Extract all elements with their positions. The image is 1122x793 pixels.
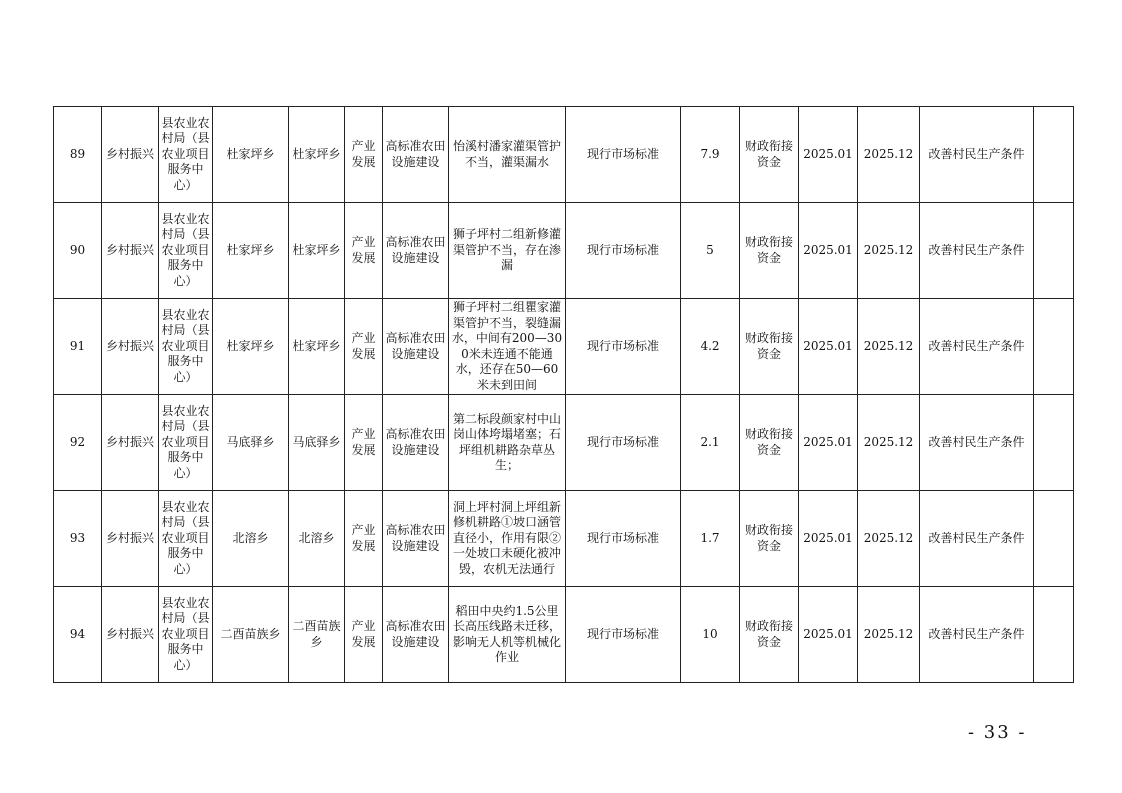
row-number: 92	[54, 395, 102, 491]
department-cell: 县农业农村局（县农业项目服务中心）	[159, 395, 213, 491]
type-cell: 产业发展	[345, 491, 383, 587]
table-row	[54, 491, 1074, 587]
type-cell: 产业发展	[345, 107, 383, 203]
row-number: 89	[54, 107, 102, 203]
site-cell: 杜家坪乡	[289, 203, 345, 299]
start-date-cell: 2025.01	[799, 395, 858, 491]
category-cell: 乡村振兴	[102, 299, 159, 395]
goal-cell: 改善村民生产条件	[920, 395, 1034, 491]
amount-cell: 1.7	[681, 491, 740, 587]
project-cell: 高标准农田设施建设	[383, 299, 449, 395]
note-cell	[1034, 107, 1074, 203]
type-cell: 产业发展	[345, 587, 383, 683]
project-cell: 高标准农田设施建设	[383, 203, 449, 299]
start-date-cell: 2025.01	[799, 107, 858, 203]
standard-cell: 现行市场标准	[566, 299, 681, 395]
fund-source-cell: 财政衔接资金	[740, 491, 799, 587]
page-number: - 33 -	[968, 722, 1027, 743]
content-cell: 洞上坪村洞上坪组新修机耕路①坡口涵管直径小，作用有限②一处坡口未硬化被冲毁，农机无法通行	[449, 491, 566, 587]
table-row	[54, 107, 1074, 203]
project-cell: 高标准农田设施建设	[383, 107, 449, 203]
township-cell: 杜家坪乡	[213, 203, 289, 299]
amount-cell: 4.2	[681, 299, 740, 395]
amount-cell: 7.9	[681, 107, 740, 203]
standard-cell: 现行市场标准	[566, 395, 681, 491]
fund-source-cell: 财政衔接资金	[740, 299, 799, 395]
site-cell: 二酉苗族乡	[289, 587, 345, 683]
row-number: 93	[54, 491, 102, 587]
start-date-cell: 2025.01	[799, 299, 858, 395]
standard-cell: 现行市场标准	[566, 491, 681, 587]
standard-cell: 现行市场标准	[566, 107, 681, 203]
type-cell: 产业发展	[345, 203, 383, 299]
content-cell: 狮子坪村二组瞿家灌渠管护不当，裂缝漏水，中间有200—300米未连通不能通水，还存在50—60米未到田间	[449, 299, 566, 395]
site-cell: 马底驿乡	[289, 395, 345, 491]
township-cell: 北溶乡	[213, 491, 289, 587]
goal-cell: 改善村民生产条件	[920, 203, 1034, 299]
note-cell	[1034, 491, 1074, 587]
amount-cell: 2.1	[681, 395, 740, 491]
project-cell: 高标准农田设施建设	[383, 395, 449, 491]
standard-cell: 现行市场标准	[566, 587, 681, 683]
project-cell: 高标准农田设施建设	[383, 587, 449, 683]
content-cell: 怡溪村潘家灌渠管护不当，灌渠漏水	[449, 107, 566, 203]
amount-cell: 10	[681, 587, 740, 683]
note-cell	[1034, 203, 1074, 299]
content-cell: 第二标段颜家村中山岗山体垮塌堵塞；石坪组机耕路杂草丛生；	[449, 395, 566, 491]
project-cell: 高标准农田设施建设	[383, 491, 449, 587]
note-cell	[1034, 299, 1074, 395]
site-cell: 杜家坪乡	[289, 107, 345, 203]
content-cell: 稻田中央约1.5公里长高压线路未迁移，影响无人机等机械化作业	[449, 587, 566, 683]
category-cell: 乡村振兴	[102, 491, 159, 587]
end-date-cell: 2025.12	[858, 299, 920, 395]
end-date-cell: 2025.12	[858, 107, 920, 203]
row-number: 90	[54, 203, 102, 299]
site-cell: 北溶乡	[289, 491, 345, 587]
end-date-cell: 2025.12	[858, 491, 920, 587]
goal-cell: 改善村民生产条件	[920, 107, 1034, 203]
type-cell: 产业发展	[345, 395, 383, 491]
end-date-cell: 2025.12	[858, 587, 920, 683]
table-row	[54, 587, 1074, 683]
township-cell: 马底驿乡	[213, 395, 289, 491]
township-cell: 二酉苗族乡	[213, 587, 289, 683]
amount-cell: 5	[681, 203, 740, 299]
note-cell	[1034, 395, 1074, 491]
category-cell: 乡村振兴	[102, 107, 159, 203]
department-cell: 县农业农村局（县农业项目服务中心）	[159, 587, 213, 683]
content-cell: 狮子坪村二组新修灌渠管护不当，存在渗漏	[449, 203, 566, 299]
end-date-cell: 2025.12	[858, 203, 920, 299]
goal-cell: 改善村民生产条件	[920, 587, 1034, 683]
township-cell: 杜家坪乡	[213, 107, 289, 203]
start-date-cell: 2025.01	[799, 491, 858, 587]
project-table	[53, 106, 1074, 683]
table-row	[54, 395, 1074, 491]
type-cell: 产业发展	[345, 299, 383, 395]
category-cell: 乡村振兴	[102, 587, 159, 683]
category-cell: 乡村振兴	[102, 395, 159, 491]
fund-source-cell: 财政衔接资金	[740, 395, 799, 491]
department-cell: 县农业农村局（县农业项目服务中心）	[159, 203, 213, 299]
goal-cell: 改善村民生产条件	[920, 299, 1034, 395]
site-cell: 杜家坪乡	[289, 299, 345, 395]
fund-source-cell: 财政衔接资金	[740, 203, 799, 299]
row-number: 94	[54, 587, 102, 683]
note-cell	[1034, 587, 1074, 683]
start-date-cell: 2025.01	[799, 203, 858, 299]
table-row	[54, 203, 1074, 299]
table-row	[54, 299, 1074, 395]
fund-source-cell: 财政衔接资金	[740, 587, 799, 683]
department-cell: 县农业农村局（县农业项目服务中心）	[159, 491, 213, 587]
department-cell: 县农业农村局（县农业项目服务中心）	[159, 107, 213, 203]
fund-source-cell: 财政衔接资金	[740, 107, 799, 203]
row-number: 91	[54, 299, 102, 395]
end-date-cell: 2025.12	[858, 395, 920, 491]
start-date-cell: 2025.01	[799, 587, 858, 683]
standard-cell: 现行市场标准	[566, 203, 681, 299]
goal-cell: 改善村民生产条件	[920, 491, 1034, 587]
category-cell: 乡村振兴	[102, 203, 159, 299]
department-cell: 县农业农村局（县农业项目服务中心）	[159, 299, 213, 395]
township-cell: 杜家坪乡	[213, 299, 289, 395]
